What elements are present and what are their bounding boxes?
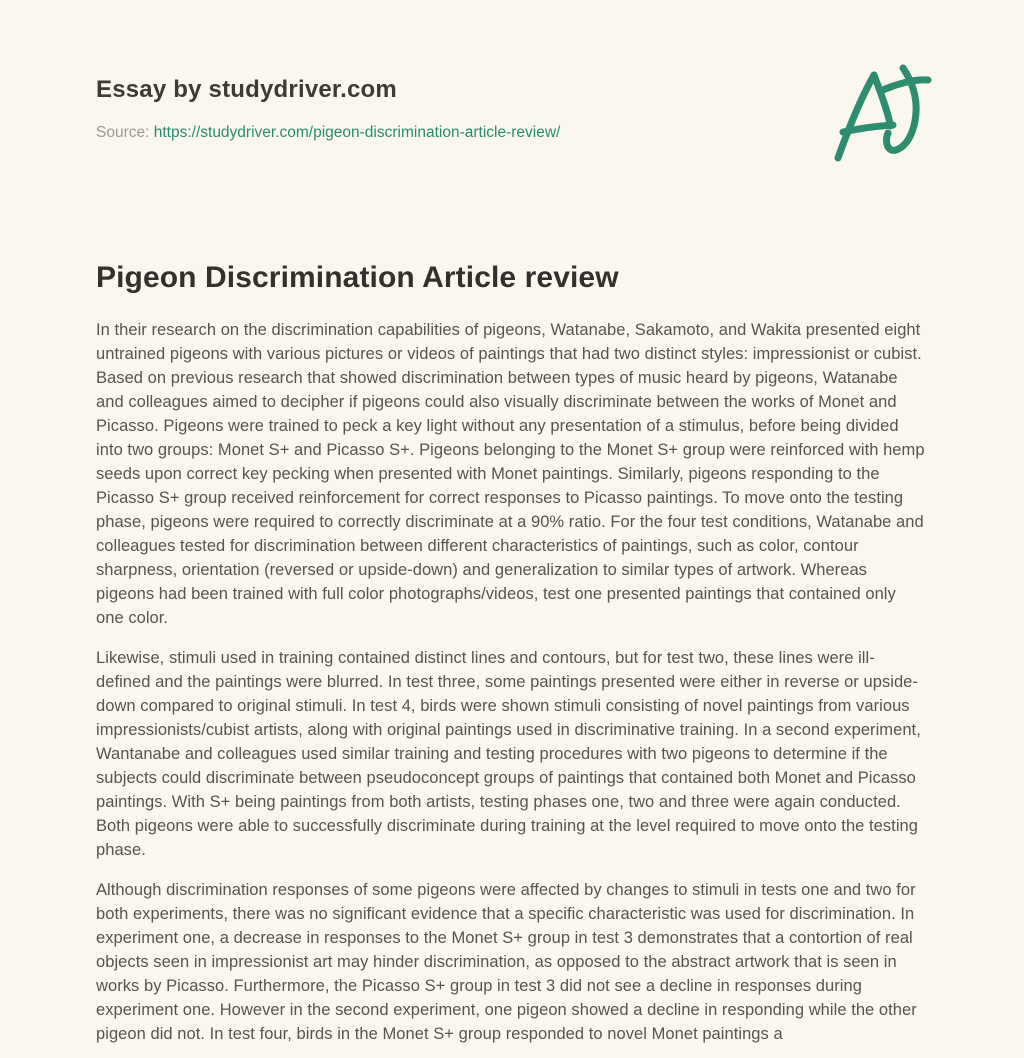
document-header	[96, 0, 928, 258]
source-url-link[interactable]: https://studydriver.com/pigeon-discrimination-article-review/	[153, 124, 561, 141]
article-paragraph-1: In their research on the discrimination capabilities of pigeons, Watanabe, Sakamoto, and Wakita presented eight untrained pigeons with various pictures or videos of paintings that had two distinct styles: impressionist or cubist. Based on previous research that showed discrimination between types of music heard by pigeons, Watanabe and colleagues aimed to decipher if pigeons could also visually discriminate between the works of Monet and Picasso. Pigeons were trained to peck a key light without any presentation of a stimulus, before being divided into two groups: Monet S+ and Picasso S+. Pigeons belonging to the Monet S+ group were reinforced with hemp seeds upon correct key pecking when presented with Monet paintings. Similarly, pigeons responding to the Picasso S+ group received reinforcement for correct responses to Picasso paintings. To move onto the testing phase, pigeons were required to correctly discriminate at a 90% ratio. For the four test conditions, Watanabe and colleagues tested for discrimination between different characteristics of paintings, such as color, contour sharpness, orientation (reversed or upside-down) and generalization to similar types of artwork. Whereas pigeons had been trained with full color photographs/videos, test one presented paintings that contained only one color.	[96, 321, 925, 627]
a-plus-logo-icon	[830, 64, 934, 166]
article-body	[96, 318, 928, 1046]
studydriver-logo	[830, 64, 934, 166]
article-paragraph-3: Although discrimination responses of some pigeons were affected by changes to stimuli in tests one and two for both experiments, there was no significant evidence that a specific characteristic was used for discrimination. In experiment one, a decrease in responses to the Monet S+ group in test 3 demonstrates that a contortion of real objects seen in impressionist art may hinder discrimination, as opposed to the abstract artwork that is seen in works by Picasso. Furthermore, the Picasso S+ group in test 3 did not see a decline in responses during experiment one. However in the second experiment, one pigeon showed a decline in responding while the other pigeon did not. In test four, birds in the Monet S+ group responded to novel Monet paintings a	[96, 881, 917, 1043]
source-row	[96, 123, 560, 143]
article-title: Pigeon Discrimination Article review	[96, 261, 619, 294]
source-label: Source:	[96, 124, 150, 141]
article-paragraph-2: Likewise, stimuli used in training contained distinct lines and contours, but for test two, these lines were ill-defined and the paintings were blurred. In test three, some paintings presented were either in reverse or upside-down compared to original stimuli. In test 4, birds were shown stimuli consisting of novel paintings from various impressionists/cubist artists, along with original paintings used in discriminative training. In a second experiment, Wantanabe and colleagues used similar training and testing procedures with two pigeons to determine if the subjects could discriminate between pseudoconcept groups of paintings that contained both Monet and Picasso paintings. With S+ being paintings from both artists, testing phases one, two and three were again conducted. Both pigeons were able to successfully discriminate during training at the level required to move onto the testing phase.	[96, 649, 921, 859]
essay-byline: Essay by studydriver.com	[96, 76, 397, 103]
